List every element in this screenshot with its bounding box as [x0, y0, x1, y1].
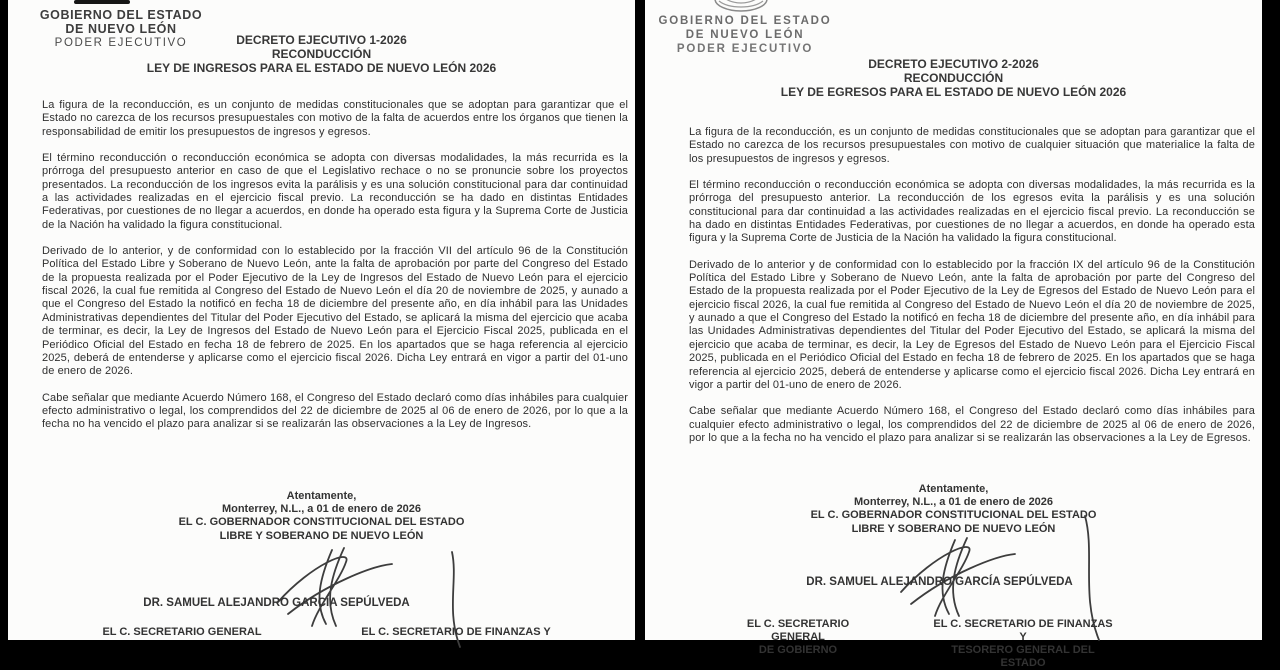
closing-dateline: Monterrey, N.L., a 01 de enero de 2026 — [221, 503, 422, 516]
letterhead-line: PODER EJECUTIVO — [676, 43, 814, 55]
decree-body — [689, 126, 1255, 458]
signer-name: DR. SAMUEL ALEJANDRO GARCÍA SEPÚLVEDA — [143, 597, 410, 609]
decree-paragraph: Cabe señalar que mediante Acuerdo Número 168, el Congreso del Estado declaró como días inhábiles para cualquier efecto administrativo o legal, los comprendidos del 22 de diciembre de 2025 al 06 de enero de 2026, por lo que a la fecha no ha vencido el plazo para analizar si se realizarán las observaciones a la Ley de Ingresos. — [42, 391, 628, 431]
footer-secretary-general — [92, 626, 272, 639]
decree-title-line: DECRETO EJECUTIVO 1-2026 — [236, 33, 407, 47]
footer-secretary-finanzas — [933, 618, 1113, 670]
letterhead-line: DE NUEVO LEÓN — [685, 29, 805, 41]
closing-office-line: EL C. GOBERNADOR CONSTITUCIONAL DEL ESTADO — [810, 509, 1097, 522]
decree-paragraph: El término reconducción o reconducción económica se adopta con diversas modalidades, la más recurrida es la prórroga del presupuesto anterior. La reconducción de los egresos evita la parálisis y es una solución constitucional para dar continuidad a las actividades realizadas en el ejercicio fiscal previo. La reconducción se ha dado en distintas Entidades Federativas, por cuestiones de no llegar a acuerdos, en donde ha operado esta figura y la Suprema Corte de Justicia de la Nación ha validado la figura constitucional. — [689, 179, 1255, 245]
footer-line: DE GOBIERNO — [758, 644, 838, 656]
decree-title — [645, 58, 1262, 99]
decree-paragraph: Cabe señalar que mediante Acuerdo Número 168, el Congreso del Estado declaró como días inhábiles para cualquier efecto administrativo o legal, los comprendidos del 22 de diciembre de 2025 al 06 de enero de 2026, por lo que a la fecha no ha vencido el plazo para analizar si se realizarán las observaciones a la Ley de Egresos. — [689, 405, 1255, 444]
closing-office-line: LIBRE Y SOBERANO DE NUEVO LEÓN — [219, 529, 424, 542]
footer-line: EL C. SECRETARIO GENERAL — [746, 618, 850, 643]
letterhead-line: GOBIERNO DEL ESTADO — [39, 8, 203, 22]
closing-office-line: LIBRE Y SOBERANO DE NUEVO LEÓN — [851, 522, 1056, 535]
decree-paragraph: Derivado de lo anterior, y de conformidad con lo establecido por la fracción VII del artículo 96 de la Constitución Política del Estado Libre y Soberano de Nuevo León, ante la falta de aprobación por parte del Congreso del Estado de la propuesta realizada por el Poder Ejecutivo de la Ley de Ingresos del Estado de Nuevo León para el ejercicio fiscal 2026, la cual fue remitida al Congreso del Estado de Nuevo León el día 20 de noviembre de 2025, y aunado a que el Congreso del Estado la notificó en fecha 18 de diciembre del presente año, en día inhábil para las Unidades Administrativas dependientes del Titular del Poder Ejecutivo del Estado, se aplicará la misma del ejercicio que acaba de terminar, es decir, la Ley de Ingresos del Estado de Nuevo León para el Ejercicio Fiscal 2025, publicada en el Periódico Oficial del Estado en fecha 18 de febrero de 2025. En los apartados que se haga referencia al ejercicio 2025, deberá de entenderse y aplicarse como el ejercicio fiscal 2026. Dicha Ley entrará en vigor a partir del 01-uno de enero de 2026. — [42, 245, 628, 378]
letterhead-line: GOBIERNO DEL ESTADO — [658, 15, 832, 27]
scan-artifact — [74, 0, 130, 4]
closing-block — [8, 490, 635, 543]
closing-salutation: Atentamente, — [286, 490, 357, 502]
closing-salutation: Atentamente, — [918, 483, 989, 495]
governor-signature-scribble — [260, 540, 410, 628]
decree-title-line: RECONDUCCIÓN — [271, 46, 372, 61]
letterhead-line: PODER EJECUTIVO — [54, 37, 188, 49]
decree-title-line: LEY DE EGRESOS PARA EL ESTADO DE NUEVO LEÓN 2026 — [780, 84, 1127, 99]
decree-title-line: LEY DE INGRESOS PARA EL ESTADO DE NUEVO LEÓN 2026 — [146, 60, 497, 75]
closing-office-line: EL C. GOBERNADOR CONSTITUCIONAL DEL ESTADO — [178, 516, 465, 529]
signer-name: DR. SAMUEL ALEJANDRO GARCÍA SEPÚLVEDA — [806, 576, 1073, 588]
closing-dateline: Monterrey, N.L., a 01 de enero de 2026 — [853, 496, 1054, 509]
decree-page-egresos — [645, 0, 1262, 669]
footer-secretary-finanzas — [346, 626, 566, 639]
footer-secretary-general — [723, 618, 873, 657]
decree-paragraph: La figura de la reconducción, es un conjunto de medidas constitucionales que se adoptan para garantizar que el Estado no carezca de los recursos presupuestales con motivo de cualquier situación que materialice la falta de los presupuestos de ingresos y egresos. — [689, 126, 1255, 165]
footer-line: EL C. SECRETARIO DE FINANZAS Y — [933, 618, 1113, 643]
letterhead — [653, 14, 837, 56]
closing-block — [645, 483, 1262, 536]
decree-paragraph: Derivado de lo anterior y de conformidad con lo establecido por la fracción IX del artículo 96 de la Constitución Política del Estado Libre y Soberano de Nuevo León, ante la falta de aprobación por parte del Congreso del Estado de la propuesta realizada por el Poder Ejecutivo de la Ley de Egresos del Estado de Nuevo León para el ejercicio fiscal 2026, la cual fue remitida al Congreso del Estado de Nuevo León el día 20 de noviembre de 2025, y aunado a que el Congreso del Estado la notificó en fecha 18 de diciembre del presente año, en día inhábil para las Unidades Administrativas dependientes del Titular del Poder Ejecutivo del Estado, se aplicará la misma del ejercicio que acaba de terminar, es decir, la Ley de Egresos del Estado de Nuevo León para el Ejercicio Fiscal 2025, publicada en el Periódico Oficial del Estado en fecha 18 de febrero de 2025. En los apartados que se haga referencia al ejercicio 2025, deberá de entenderse y aplicarse como el ejercicio fiscal 2026. Dicha Ley entrará en vigor a partir del 01-uno de enero de 2026. — [689, 258, 1255, 391]
footer-line: TESORERO GENERAL DEL ESTADO — [951, 644, 1095, 669]
footer-line: EL C. SECRETARIO DE FINANZAS Y — [361, 626, 551, 638]
governor-signature-scribble — [883, 530, 1033, 618]
decree-title-line: RECONDUCCIÓN — [903, 70, 1004, 85]
decree-page-ingresos — [8, 0, 635, 640]
letterhead-line: DE NUEVO LEÓN — [65, 22, 177, 36]
decree-paragraph: El término reconducción o reconducción económica se adopta con diversas modalidades, la más recurrida es la prórroga del presupuesto anterior en caso de que el Legislativo rechace o no se pronuncie sobre los proyectos presentados. La reconducción de los ingresos evita la parálisis y es una solución constitucional para dar continuidad a las actividades realizadas en el ejercicio fiscal previo. La reconducción se ha dado en distintas Entidades Federativas, por cuestiones de no llegar a acuerdos, en donde ha operado esta figura y la Suprema Corte de Justicia de la Nación ha validado la figura constitucional. — [42, 152, 628, 231]
footer-line: EL C. SECRETARIO GENERAL — [102, 626, 262, 638]
decree-title — [8, 34, 635, 75]
decree-body — [42, 99, 628, 445]
decree-paragraph: La figura de la reconducción, es un conjunto de medidas constitucionales que se adoptan para garantizar que el Estado no carezca de los recursos presupuestales con motivo de la falta de acuerdos entre los órganos que tienen la responsabilidad de emitir los presupuestos de ingresos y egresos. — [42, 99, 628, 138]
decree-title-line: DECRETO EJECUTIVO 2-2026 — [868, 57, 1039, 71]
state-seal-icon — [703, 0, 779, 15]
